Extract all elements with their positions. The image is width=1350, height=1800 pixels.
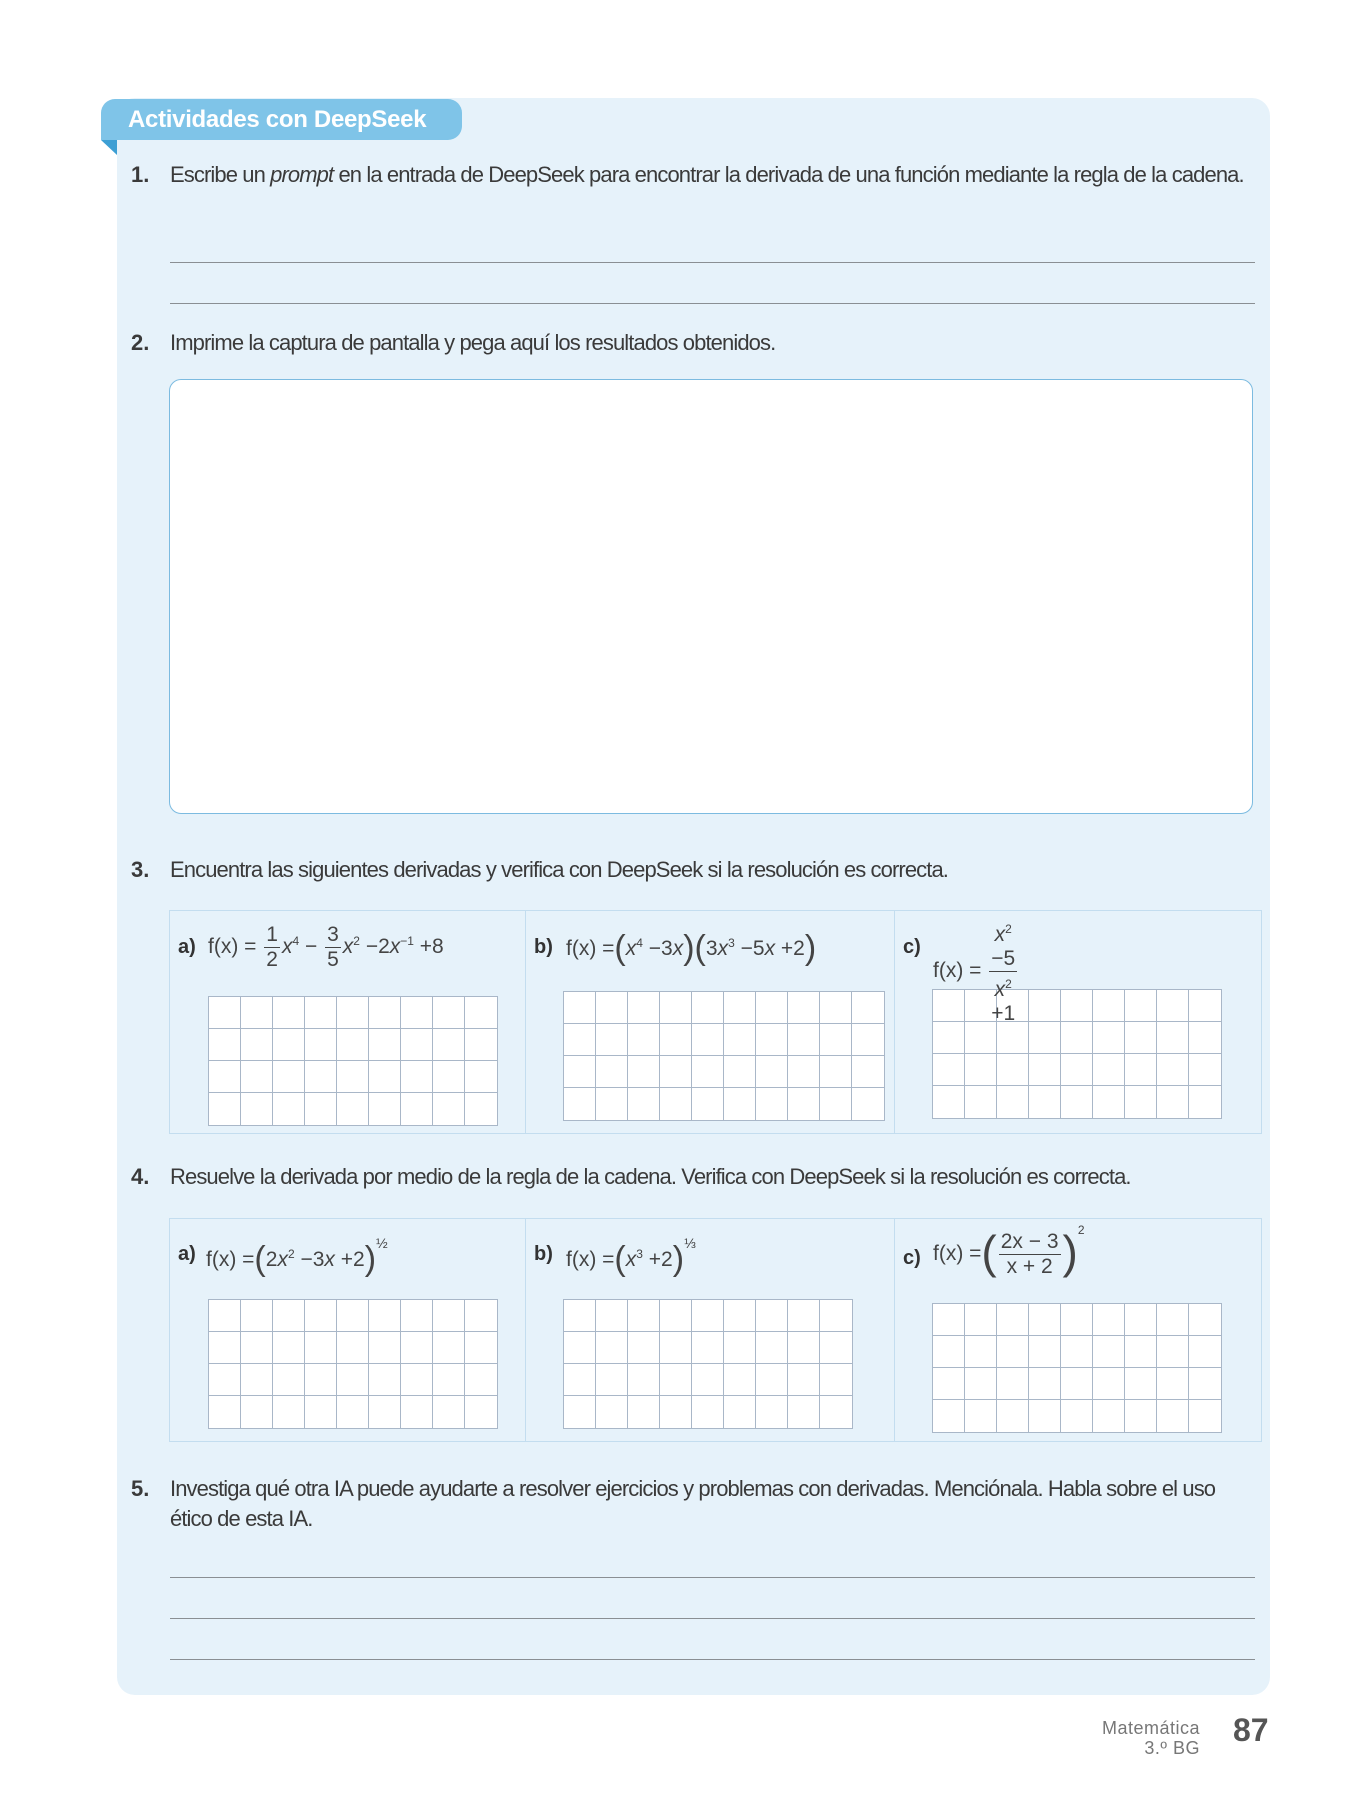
grid-cell[interactable] xyxy=(933,1304,965,1336)
grid-cell[interactable] xyxy=(209,1364,241,1396)
grid-cell[interactable] xyxy=(628,1056,660,1088)
grid-cell[interactable] xyxy=(1029,1086,1061,1118)
grid-cell[interactable] xyxy=(1189,1086,1221,1118)
grid-cell[interactable] xyxy=(241,1396,273,1428)
grid-cell[interactable] xyxy=(692,992,724,1024)
problem-4c xyxy=(895,1219,1261,1441)
answer-grid[interactable] xyxy=(932,1303,1222,1433)
function-formula: $f(x) =(2x^2 -3x +2)^{\frac{1}{2}}$ xyxy=(206,1235,388,1278)
problem-label: a) xyxy=(178,936,196,958)
grid-cell[interactable] xyxy=(660,1364,692,1396)
answer-line[interactable] xyxy=(170,1577,1255,1578)
grid-cell[interactable] xyxy=(209,1061,241,1093)
grid-cell[interactable] xyxy=(692,1024,724,1056)
grid-cell[interactable] xyxy=(660,992,692,1024)
grid-cell[interactable] xyxy=(628,1300,660,1332)
grid-cell[interactable] xyxy=(465,997,497,1029)
grid-cell[interactable] xyxy=(433,1396,465,1428)
grid-cell[interactable] xyxy=(1093,1054,1125,1086)
grid-cell[interactable] xyxy=(997,1054,1029,1086)
grid-cell[interactable] xyxy=(369,1396,401,1428)
grid-cell[interactable] xyxy=(241,1332,273,1364)
grid-cell[interactable] xyxy=(337,1061,369,1093)
grid-cell[interactable] xyxy=(1061,1400,1093,1432)
answer-line[interactable] xyxy=(170,303,1255,304)
page-number: 87 xyxy=(1233,1712,1269,1748)
grid-cell[interactable] xyxy=(305,1093,337,1125)
grid-cell[interactable] xyxy=(305,1332,337,1364)
grid-cell[interactable] xyxy=(433,1364,465,1396)
answer-line[interactable] xyxy=(170,262,1255,263)
grid-cell[interactable] xyxy=(1061,1368,1093,1400)
answer-line[interactable] xyxy=(170,1618,1255,1619)
grid-cell[interactable] xyxy=(756,1300,788,1332)
grid-cell[interactable] xyxy=(965,1368,997,1400)
grid-cell[interactable] xyxy=(1125,1400,1157,1432)
grid-cell[interactable] xyxy=(1029,1336,1061,1368)
grid-cell[interactable] xyxy=(692,1396,724,1428)
grid-cell[interactable] xyxy=(564,1364,596,1396)
grid-cell[interactable] xyxy=(465,1029,497,1061)
grid-cell[interactable] xyxy=(337,1029,369,1061)
grid-cell[interactable] xyxy=(1157,1368,1189,1400)
grid-cell[interactable] xyxy=(401,1396,433,1428)
grid-cell[interactable] xyxy=(465,1093,497,1125)
grid-cell[interactable] xyxy=(337,1364,369,1396)
question-number: 4. xyxy=(131,1164,150,1189)
grid-cell[interactable] xyxy=(1093,1336,1125,1368)
grid-cell[interactable] xyxy=(997,1086,1029,1118)
question-5 xyxy=(131,1474,1261,1534)
grid-cell[interactable] xyxy=(433,1093,465,1125)
grid-cell[interactable] xyxy=(1125,1304,1157,1336)
grid-cell[interactable] xyxy=(465,1396,497,1428)
question-text: Imprime la captura de pantalla y pega aquí los resultados obtenidos. xyxy=(170,330,776,355)
grid-cell[interactable] xyxy=(1061,1304,1093,1336)
grid-cell[interactable] xyxy=(997,1368,1029,1400)
grid-cell[interactable] xyxy=(1125,1022,1157,1054)
grid-cell[interactable] xyxy=(433,1300,465,1332)
grid-cell[interactable] xyxy=(1125,1086,1157,1118)
grid-cell[interactable] xyxy=(692,1088,724,1120)
problem-3a xyxy=(170,911,526,1133)
question-text-part: Escribe un xyxy=(170,162,271,187)
question-number: 3. xyxy=(131,857,150,882)
grid-cell[interactable] xyxy=(1125,990,1157,1022)
answer-line[interactable] xyxy=(170,1659,1255,1660)
grid-cell[interactable] xyxy=(337,1332,369,1364)
grid-cell[interactable] xyxy=(596,1396,628,1428)
grid-cell[interactable] xyxy=(241,997,273,1029)
grade-level: 3.º BG xyxy=(1144,1738,1200,1758)
grid-cell[interactable] xyxy=(692,1056,724,1088)
grid-cell[interactable] xyxy=(1061,1336,1093,1368)
grid-cell[interactable] xyxy=(933,1400,965,1432)
grid-cell[interactable] xyxy=(401,997,433,1029)
grid-cell[interactable] xyxy=(241,1061,273,1093)
grid-cell[interactable] xyxy=(660,1024,692,1056)
grid-cell[interactable] xyxy=(241,1300,273,1332)
grid-cell[interactable] xyxy=(596,1088,628,1120)
grid-cell[interactable] xyxy=(756,1364,788,1396)
grid-cell[interactable] xyxy=(305,997,337,1029)
grid-cell[interactable] xyxy=(564,1088,596,1120)
problem-label: c) xyxy=(903,1247,921,1269)
grid-cell[interactable] xyxy=(788,1364,820,1396)
grid-cell[interactable] xyxy=(369,1029,401,1061)
grid-cell[interactable] xyxy=(820,1300,852,1332)
grid-cell[interactable] xyxy=(1029,1022,1061,1054)
grid-cell[interactable] xyxy=(1029,990,1061,1022)
question-text-part: en la entrada de DeepSeek para encontrar la derivada de una función mediante la regla de la cadena. xyxy=(333,162,1244,187)
grid-cell[interactable] xyxy=(564,992,596,1024)
grid-cell[interactable] xyxy=(724,1364,756,1396)
grid-cell[interactable] xyxy=(820,1364,852,1396)
question-1 xyxy=(131,160,1261,190)
grid-cell[interactable] xyxy=(273,1029,305,1061)
grid-cell[interactable] xyxy=(273,1093,305,1125)
grid-cell[interactable] xyxy=(369,1093,401,1125)
grid-cell[interactable] xyxy=(660,1088,692,1120)
grid-cell[interactable] xyxy=(337,997,369,1029)
grid-cell[interactable] xyxy=(756,1332,788,1364)
grid-cell[interactable] xyxy=(401,1093,433,1125)
problem-3b xyxy=(526,911,895,1133)
problem-label: c) xyxy=(903,936,921,958)
function-formula: f(x) =( $\frac{2x - 3}{x + 2}$ )$^2$ xyxy=(933,1223,1085,1278)
grid-cell[interactable] xyxy=(337,1093,369,1125)
grid-cell[interactable] xyxy=(933,1336,965,1368)
grid-cell[interactable] xyxy=(465,1061,497,1093)
grid-cell[interactable] xyxy=(1157,1400,1189,1432)
grid-cell[interactable] xyxy=(564,1300,596,1332)
grid-cell[interactable] xyxy=(209,1332,241,1364)
grid-cell[interactable] xyxy=(369,1300,401,1332)
grid-cell[interactable] xyxy=(1189,1368,1221,1400)
grid-cell[interactable] xyxy=(1189,1022,1221,1054)
grid-cell[interactable] xyxy=(820,1024,852,1056)
grid-cell[interactable] xyxy=(1093,1368,1125,1400)
question-text xyxy=(170,160,1260,190)
grid-cell[interactable] xyxy=(724,1396,756,1428)
grid-cell[interactable] xyxy=(628,1364,660,1396)
question-text-italic: prompt xyxy=(270,162,334,187)
grid-cell[interactable] xyxy=(965,1400,997,1432)
grid-cell[interactable] xyxy=(1157,1054,1189,1086)
question-number: 5. xyxy=(131,1476,150,1501)
grid-cell[interactable] xyxy=(1093,1400,1125,1432)
grid-cell[interactable] xyxy=(337,1396,369,1428)
problem-3c xyxy=(895,911,1261,1133)
grid-cell[interactable] xyxy=(401,1061,433,1093)
grid-cell[interactable] xyxy=(273,1061,305,1093)
grid-cell[interactable] xyxy=(724,1300,756,1332)
grid-cell[interactable] xyxy=(465,1300,497,1332)
grid-cell[interactable] xyxy=(433,997,465,1029)
grid-cell[interactable] xyxy=(465,1332,497,1364)
section-tab xyxy=(101,99,462,140)
grid-cell[interactable] xyxy=(1189,1400,1221,1432)
grid-cell[interactable] xyxy=(1061,990,1093,1022)
grid-cell[interactable] xyxy=(273,1396,305,1428)
grid-cell[interactable] xyxy=(337,1300,369,1332)
grid-cell[interactable] xyxy=(965,1336,997,1368)
grid-cell[interactable] xyxy=(241,1029,273,1061)
grid-cell[interactable] xyxy=(1189,990,1221,1022)
grid-cell[interactable] xyxy=(401,1029,433,1061)
function-formula: $f(x) =(x^3 +2)^{\frac{1}{3}}$ xyxy=(566,1235,696,1278)
grid-cell[interactable] xyxy=(660,1396,692,1428)
grid-cell[interactable] xyxy=(1157,1022,1189,1054)
grid-cell[interactable] xyxy=(820,992,852,1024)
grid-cell[interactable] xyxy=(369,1061,401,1093)
grid-cell[interactable] xyxy=(1189,1054,1221,1086)
problem-row-4 xyxy=(169,1218,1262,1442)
grid-cell[interactable] xyxy=(628,1332,660,1364)
grid-cell[interactable] xyxy=(756,1056,788,1088)
grid-cell[interactable] xyxy=(820,1056,852,1088)
question-number: 1. xyxy=(131,162,150,187)
grid-cell[interactable] xyxy=(305,1061,337,1093)
grid-cell[interactable] xyxy=(660,1056,692,1088)
grid-cell[interactable] xyxy=(1125,1368,1157,1400)
grid-cell[interactable] xyxy=(692,1364,724,1396)
grid-cell[interactable] xyxy=(965,1022,997,1054)
grid-cell[interactable] xyxy=(820,1396,852,1428)
function-formula: f(x) = $\frac{1}{2}$ $x^4$ − $\frac{3}{5}$ $x^2 -2x^{-1} +8$ xyxy=(208,923,444,971)
answer-grid[interactable] xyxy=(563,991,885,1121)
grid-cell[interactable] xyxy=(1157,1086,1189,1118)
grid-cell[interactable] xyxy=(788,1396,820,1428)
grid-cell[interactable] xyxy=(1061,1022,1093,1054)
grid-cell[interactable] xyxy=(628,1024,660,1056)
grid-cell[interactable] xyxy=(1157,990,1189,1022)
grid-cell[interactable] xyxy=(933,1086,965,1118)
problem-label: b) xyxy=(534,936,553,958)
grid-cell[interactable] xyxy=(965,1086,997,1118)
grid-cell[interactable] xyxy=(724,992,756,1024)
grid-cell[interactable] xyxy=(596,992,628,1024)
grid-cell[interactable] xyxy=(965,1304,997,1336)
problem-4b xyxy=(526,1219,895,1441)
grid-cell[interactable] xyxy=(1093,1086,1125,1118)
grid-cell[interactable] xyxy=(965,1054,997,1086)
grid-cell[interactable] xyxy=(596,1364,628,1396)
grid-cell[interactable] xyxy=(1093,1304,1125,1336)
grid-cell[interactable] xyxy=(273,1364,305,1396)
grid-cell[interactable] xyxy=(564,1056,596,1088)
grid-cell[interactable] xyxy=(209,1300,241,1332)
grid-cell[interactable] xyxy=(209,1396,241,1428)
problem-label: b) xyxy=(534,1243,553,1265)
grid-cell[interactable] xyxy=(273,1300,305,1332)
grid-cell[interactable] xyxy=(209,997,241,1029)
grid-cell[interactable] xyxy=(401,1332,433,1364)
grid-cell[interactable] xyxy=(1125,1336,1157,1368)
function-formula: f(x) = $x^2$ −5 $x^2$ +1 xyxy=(933,917,1019,1026)
grid-cell[interactable] xyxy=(724,1024,756,1056)
grid-cell[interactable] xyxy=(997,1022,1029,1054)
grid-cell[interactable] xyxy=(596,1300,628,1332)
grid-cell[interactable] xyxy=(1029,1304,1061,1336)
grid-cell[interactable] xyxy=(401,1300,433,1332)
grid-cell[interactable] xyxy=(820,1332,852,1364)
grid-cell[interactable] xyxy=(1157,1336,1189,1368)
grid-cell[interactable] xyxy=(1125,1054,1157,1086)
grid-cell[interactable] xyxy=(852,1056,884,1088)
grid-cell[interactable] xyxy=(1061,1086,1093,1118)
grid-cell[interactable] xyxy=(564,1024,596,1056)
screenshot-paste-box[interactable] xyxy=(169,379,1253,814)
answer-grid[interactable] xyxy=(208,996,498,1126)
question-text: Encuentra las siguientes derivadas y verifica con DeepSeek si la resolución es correcta. xyxy=(170,857,949,882)
grid-cell[interactable] xyxy=(1189,1336,1221,1368)
grid-cell[interactable] xyxy=(997,1304,1029,1336)
grid-cell[interactable] xyxy=(692,1332,724,1364)
grid-cell[interactable] xyxy=(788,1300,820,1332)
grid-cell[interactable] xyxy=(933,1054,965,1086)
grid-cell[interactable] xyxy=(852,992,884,1024)
grid-cell[interactable] xyxy=(997,1400,1029,1432)
grid-cell[interactable] xyxy=(273,1332,305,1364)
grid-cell[interactable] xyxy=(305,1364,337,1396)
grid-cell[interactable] xyxy=(1093,1022,1125,1054)
grid-cell[interactable] xyxy=(724,1332,756,1364)
grid-cell[interactable] xyxy=(433,1061,465,1093)
grid-cell[interactable] xyxy=(1061,1054,1093,1086)
question-text: Investiga qué otra IA puede ayudarte a resolver ejercicios y problemas con derivadas. Menciónala. Habla sobre el uso ético de esta IA. xyxy=(170,1476,1216,1531)
footer-subject xyxy=(1102,1718,1200,1758)
grid-cell[interactable] xyxy=(596,1056,628,1088)
grid-cell[interactable] xyxy=(273,997,305,1029)
problem-4a xyxy=(170,1219,526,1441)
grid-cell[interactable] xyxy=(241,1364,273,1396)
grid-cell[interactable] xyxy=(628,992,660,1024)
grid-cell[interactable] xyxy=(369,1332,401,1364)
grid-cell[interactable] xyxy=(724,1088,756,1120)
grid-cell[interactable] xyxy=(241,1093,273,1125)
grid-cell[interactable] xyxy=(852,1088,884,1120)
function-formula: $f(x) =(x^4 -3x)(3x^3 -5x +2)$ xyxy=(566,929,817,967)
grid-cell[interactable] xyxy=(628,1396,660,1428)
grid-cell[interactable] xyxy=(788,992,820,1024)
grid-cell[interactable] xyxy=(756,1396,788,1428)
grid-cell[interactable] xyxy=(1029,1368,1061,1400)
answer-grid[interactable] xyxy=(208,1299,498,1429)
grid-cell[interactable] xyxy=(933,1022,965,1054)
grid-cell[interactable] xyxy=(692,1300,724,1332)
grid-cell[interactable] xyxy=(401,1364,433,1396)
grid-cell[interactable] xyxy=(788,1332,820,1364)
section-title: Actividades con DeepSeek xyxy=(128,106,427,133)
grid-cell[interactable] xyxy=(596,1024,628,1056)
subject-name: Matemática xyxy=(1101,1718,1200,1738)
grid-cell[interactable] xyxy=(852,1024,884,1056)
grid-cell[interactable] xyxy=(596,1332,628,1364)
problem-label: a) xyxy=(178,1243,196,1265)
grid-cell[interactable] xyxy=(788,1056,820,1088)
grid-cell[interactable] xyxy=(305,1029,337,1061)
grid-cell[interactable] xyxy=(756,992,788,1024)
grid-cell[interactable] xyxy=(788,1024,820,1056)
grid-cell[interactable] xyxy=(1157,1304,1189,1336)
grid-cell[interactable] xyxy=(209,1029,241,1061)
grid-cell[interactable] xyxy=(433,1332,465,1364)
problem-row-3 xyxy=(169,910,1262,1134)
grid-cell[interactable] xyxy=(369,1364,401,1396)
question-text: Resuelve la derivada por medio de la regla de la cadena. Verifica con DeepSeek si la resolución es correcta. xyxy=(170,1164,1131,1189)
grid-cell[interactable] xyxy=(820,1088,852,1120)
grid-cell[interactable] xyxy=(465,1364,497,1396)
grid-cell[interactable] xyxy=(369,997,401,1029)
grid-cell[interactable] xyxy=(1029,1400,1061,1432)
grid-cell[interactable] xyxy=(1189,1304,1221,1336)
grid-cell[interactable] xyxy=(433,1029,465,1061)
grid-cell[interactable] xyxy=(660,1300,692,1332)
question-number: 2. xyxy=(131,330,150,355)
grid-cell[interactable] xyxy=(1093,990,1125,1022)
grid-cell[interactable] xyxy=(788,1088,820,1120)
grid-cell[interactable] xyxy=(564,1332,596,1364)
tab-fold xyxy=(101,140,117,155)
grid-cell[interactable] xyxy=(724,1056,756,1088)
grid-cell[interactable] xyxy=(209,1093,241,1125)
grid-cell[interactable] xyxy=(564,1396,596,1428)
grid-cell[interactable] xyxy=(997,1336,1029,1368)
grid-cell[interactable] xyxy=(305,1396,337,1428)
grid-cell[interactable] xyxy=(660,1332,692,1364)
answer-grid[interactable] xyxy=(563,1299,853,1429)
grid-cell[interactable] xyxy=(933,1368,965,1400)
grid-cell[interactable] xyxy=(1029,1054,1061,1086)
question-4 xyxy=(131,1162,1261,1192)
grid-cell[interactable] xyxy=(756,1024,788,1056)
question-2 xyxy=(131,328,1261,358)
grid-cell[interactable] xyxy=(756,1088,788,1120)
question-3 xyxy=(131,855,1261,885)
grid-cell[interactable] xyxy=(628,1088,660,1120)
grid-cell[interactable] xyxy=(305,1300,337,1332)
